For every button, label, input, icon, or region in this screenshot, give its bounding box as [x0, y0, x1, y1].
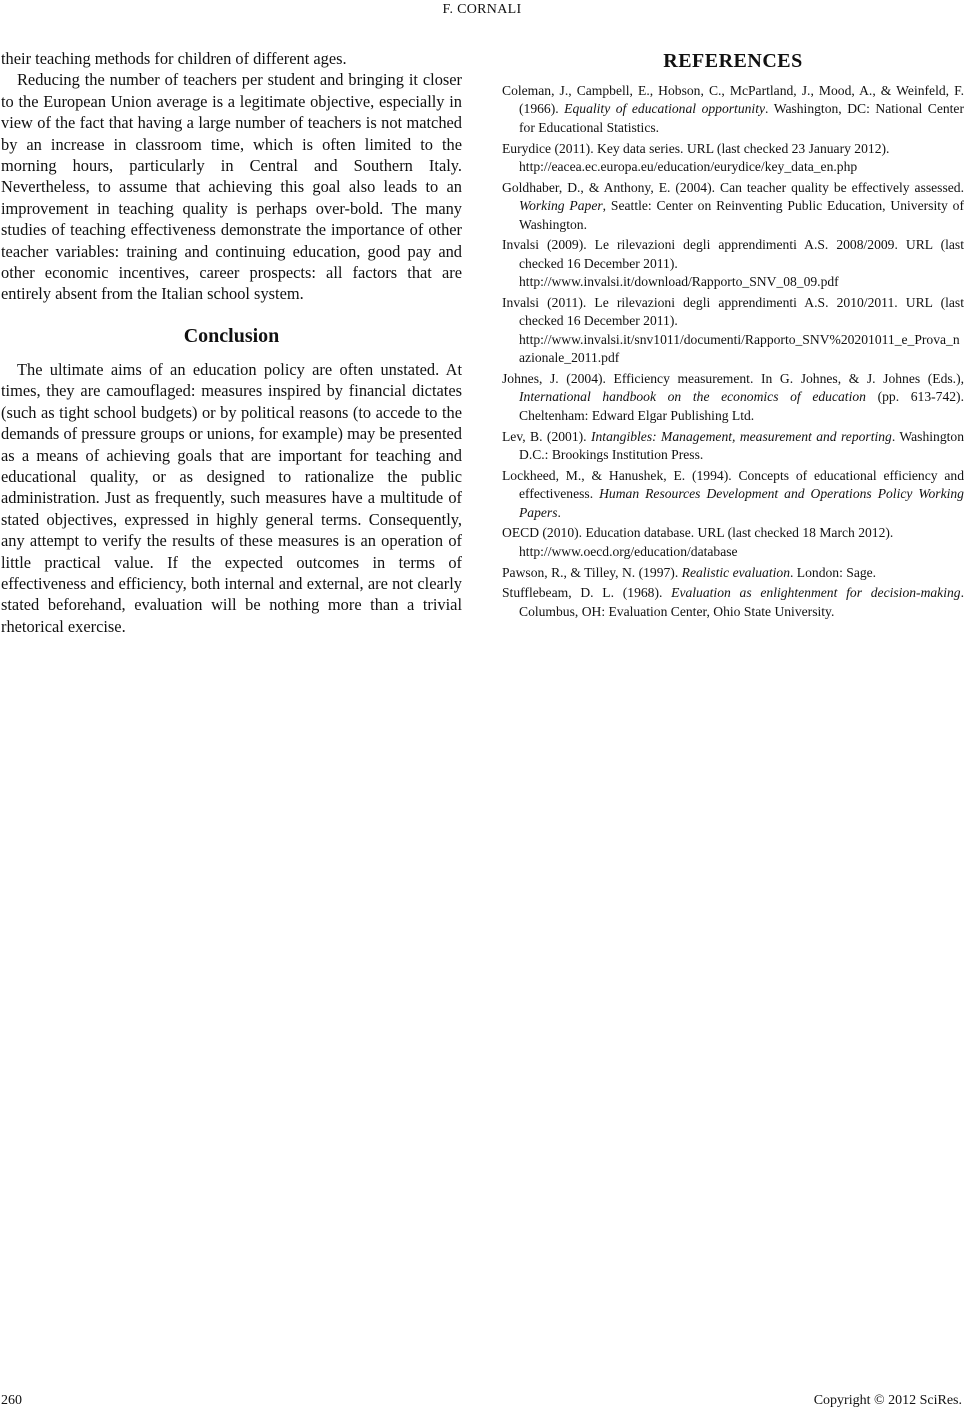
page-number: 260: [1, 1393, 22, 1408]
reference-item: [502, 140, 964, 177]
reference-text: Goldhaber, D., & Anthony, E. (2004). Can teacher quality be effectively assessed.: [502, 179, 964, 195]
body-paragraph: their teaching methods for children of different ages.: [1, 49, 347, 68]
reference-url[interactable]: http://eacea.ec.europa.eu/education/eurydice/key_data_en.php: [519, 159, 858, 175]
reference-text: Coleman, J., Campbell, E., Hobson, C., McPartland, J., Mood, A., & Weinfeld, F. (1966).: [502, 83, 964, 117]
reference-item: [502, 236, 964, 291]
reference-text: Invalsi (2009). Le rilevazioni degli apprendimenti A.S. 2008/2009. URL (last checked 16 December 2011).: [502, 237, 964, 271]
reference-url[interactable]: http://www.invalsi.it/snv1011/documenti/Rapporto_SNV%20201011_e_Prova_nazionale_2011.pdf: [519, 331, 960, 366]
reference-item: [502, 524, 964, 561]
reference-title: Working Paper: [519, 198, 603, 214]
reference-item: [502, 179, 964, 234]
running-head: F. CORNALI: [442, 2, 522, 17]
reference-text: .: [557, 504, 561, 520]
reference-text: Eurydice (2011). Key data series. URL (last checked 23 January 2012).: [502, 140, 890, 156]
reference-text: Lev, B. (2001).: [502, 428, 591, 444]
reference-text: OECD (2010). Education database. URL (last checked 18 March 2012).: [502, 525, 894, 541]
reference-item: [502, 370, 964, 425]
conclusion-heading: Conclusion: [183, 324, 280, 347]
reference-item: [502, 428, 964, 465]
reference-item: [502, 467, 964, 522]
reference-title: Human Resources Development and Operations Policy Working Papers: [519, 486, 964, 520]
body-paragraph: Reducing the number of teachers per student and bringing it closer to the European Union average is a legitimate objective, especially in view of the fact that having a large number of teachers is not matched by an increase in classroom time, which is often limited to the morning hours, particularly in Central and Southern Italy. Nevertheless, to assume that achieving this goal also leads to an improvement in teaching quality is perhaps over-bold. The many studies of teaching effectiveness demonstrate the importance of other teacher variables: training and continuing education, good pay and other economic incentives, career prospects: all factors that are entirely absent from the Italian school system.: [1, 70, 462, 304]
reference-text: Invalsi (2011). Le rilevazioni degli apprendimenti A.S. 2010/2011. URL (last checked 16 December 2011).: [502, 295, 964, 329]
reference-title: Equality of educational opportunity: [564, 101, 766, 117]
reference-title: Intangibles: Management, measurement and reporting: [590, 428, 892, 444]
reference-text: Stufflebeam, D. L. (1968).: [502, 585, 672, 601]
reference-text: Lockheed, M., & Hanushek, E. (1994). Concepts of educational efficiency and effectiveness.: [502, 467, 964, 502]
reference-title: Realistic evaluation: [681, 564, 790, 580]
reference-text: . London: Sage.: [790, 564, 877, 580]
reference-title: Evaluation as enlightenment for decision-making: [671, 585, 961, 601]
reference-item: [502, 584, 964, 621]
copyright-notice: Copyright © 2012 SciRes.: [813, 1393, 962, 1408]
reference-text: (pp. 613-742). Cheltenham: Edward Elgar Publishing Ltd.: [519, 389, 964, 423]
reference-title: International handbook on the economics of education: [519, 389, 866, 405]
reference-text: . Columbus, OH: Evaluation Center, Ohio State University.: [519, 585, 964, 619]
references-section: [502, 48, 964, 624]
left-column: [1, 48, 462, 637]
reference-text: Pawson, R., & Tilley, N. (1997).: [502, 564, 682, 580]
body-paragraph: The ultimate aims of an education policy are often unstated. At times, they are camouflaged: measures inspired by financial dictates (such as tight school budgets) or by political reasons (to accede to the demands of pressure groups or unions, for example) may be presented as a means of achieving goals that are important for teaching and educational quality, or as designed to rationalize the public administration. Just as frequently, such measures have a multitude of stated objectives, expressed in highly general terms. Consequently, any attempt to verify the results of these measures is an operation of little practical value. If the expected outcomes in terms of effectiveness and efficiency, both internal and external, are not clearly stated beforehand, evaluation will be nothing more than a trivial rhetorical exercise.: [1, 359, 462, 636]
reference-item: [502, 82, 964, 137]
reference-text: Johnes, J. (2004). Efficiency measurement. In G. Johnes, & J. Johnes (Eds.),: [502, 371, 964, 387]
reference-item: [502, 564, 964, 582]
references-heading: REFERENCES: [663, 50, 803, 72]
reference-item: [502, 294, 964, 368]
reference-url[interactable]: http://www.oecd.org/education/database: [519, 543, 738, 559]
reference-url[interactable]: http://www.invalsi.it/download/Rapporto_SNV_08_09.pdf: [519, 274, 839, 290]
reference-text: . Washington, DC: National Center for Educational Statistics.: [519, 101, 964, 135]
reference-text: . Washington D.C.: Brookings Institution Press.: [519, 428, 964, 463]
reference-text: , Seattle: Center on Reinventing Public Education, University of Washington.: [519, 198, 964, 232]
